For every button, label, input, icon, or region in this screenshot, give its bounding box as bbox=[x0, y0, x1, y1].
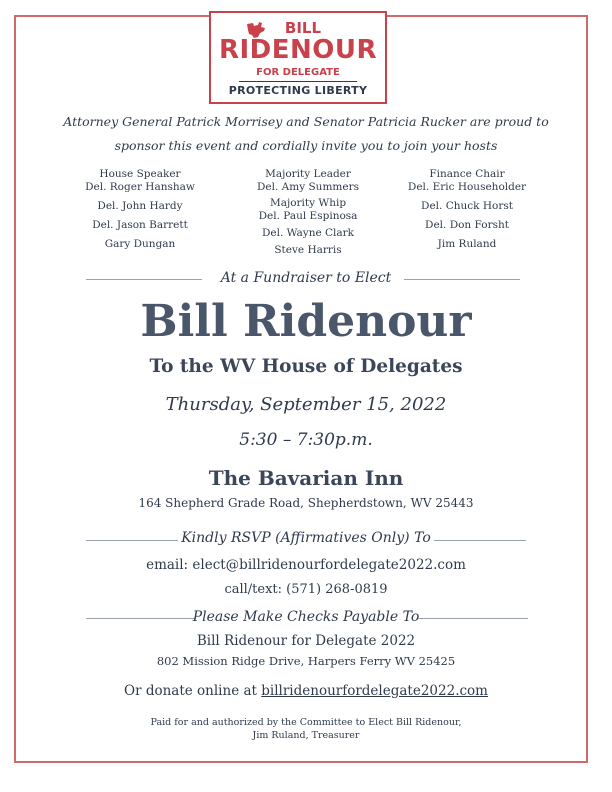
host-name: Gary Dungan bbox=[104, 238, 176, 250]
section-rule bbox=[404, 279, 520, 280]
donate-prefix: Or donate online at bbox=[124, 683, 262, 699]
host-name: Del. Jason Barrett bbox=[92, 219, 188, 231]
logo-tagline: PROTECTING LIBERTY bbox=[228, 84, 368, 97]
rsvp-email[interactable]: email: elect@billridenourfordelegate2022.com bbox=[146, 557, 466, 573]
host-name: Del. Wayne Clark bbox=[261, 227, 355, 239]
campaign-logo bbox=[209, 11, 387, 104]
logo-for-delegate-text: FOR DELEGATE bbox=[256, 67, 340, 78]
logo-divider bbox=[239, 81, 357, 82]
hosts-column-3 bbox=[377, 168, 557, 250]
host-title: House Speaker bbox=[99, 168, 181, 180]
host-name: Steve Harris bbox=[274, 244, 342, 256]
host-name: Del. Amy Summers bbox=[257, 181, 359, 193]
host-title: Finance Chair bbox=[429, 168, 505, 180]
disclaimer-line-2: Jim Ruland, Treasurer bbox=[252, 730, 360, 741]
host-name: Jim Ruland bbox=[437, 238, 497, 250]
host-title: Majority Leader bbox=[265, 168, 351, 180]
host-title: Majority Whip bbox=[269, 197, 347, 209]
intro-line-1: Attorney General Patrick Morrisey and Senator Patricia Rucker are proud to bbox=[63, 114, 549, 129]
donate-link[interactable]: billridenourfordelegate2022.com bbox=[261, 683, 488, 699]
candidate-name: Bill Ridenour bbox=[140, 296, 472, 347]
host-name: Del. Roger Hanshaw bbox=[85, 181, 195, 193]
intro-line-2: sponsor this event and cordially invite you to join your hosts bbox=[114, 138, 498, 153]
logo-bill-text: BILL bbox=[284, 19, 322, 37]
rsvp-phone[interactable]: call/text: (571) 268-0819 bbox=[224, 582, 388, 597]
venue-address: 164 Shepherd Grade Road, Shepherdstown, WV 25443 bbox=[138, 496, 474, 510]
host-name: Del. Don Forsht bbox=[425, 219, 509, 231]
check-address: 802 Mission Ridge Drive, Harpers Ferry WV 25425 bbox=[156, 654, 456, 668]
section-rule bbox=[418, 618, 528, 619]
event-date: Thursday, September 15, 2022 bbox=[165, 394, 447, 415]
section-rule bbox=[434, 540, 526, 541]
hosts-column-1 bbox=[50, 168, 230, 250]
venue-name: The Bavarian Inn bbox=[208, 466, 404, 490]
event-time: 5:30 – 7:30p.m. bbox=[239, 430, 373, 450]
host-name: Del. Eric Householder bbox=[407, 181, 527, 193]
fundraiser-heading: At a Fundraiser to Elect bbox=[220, 270, 392, 286]
disclaimer-line-1: Paid for and authorized by the Committee to Elect Bill Ridenour, bbox=[150, 717, 462, 728]
logo-name-text: RIDENOUR bbox=[218, 35, 378, 65]
hosts-column-2 bbox=[218, 168, 398, 256]
check-payee: Bill Ridenour for Delegate 2022 bbox=[196, 633, 416, 649]
donate-line bbox=[0, 683, 612, 699]
checks-heading: Please Make Checks Payable To bbox=[192, 609, 420, 625]
host-name: Del. John Hardy bbox=[97, 200, 183, 212]
office-sought: To the WV House of Delegates bbox=[149, 356, 463, 377]
host-name: Del. Chuck Horst bbox=[421, 200, 513, 212]
host-name: Del. Paul Espinosa bbox=[258, 210, 358, 222]
rsvp-heading: Kindly RSVP (Affirmatives Only) To bbox=[181, 530, 431, 546]
